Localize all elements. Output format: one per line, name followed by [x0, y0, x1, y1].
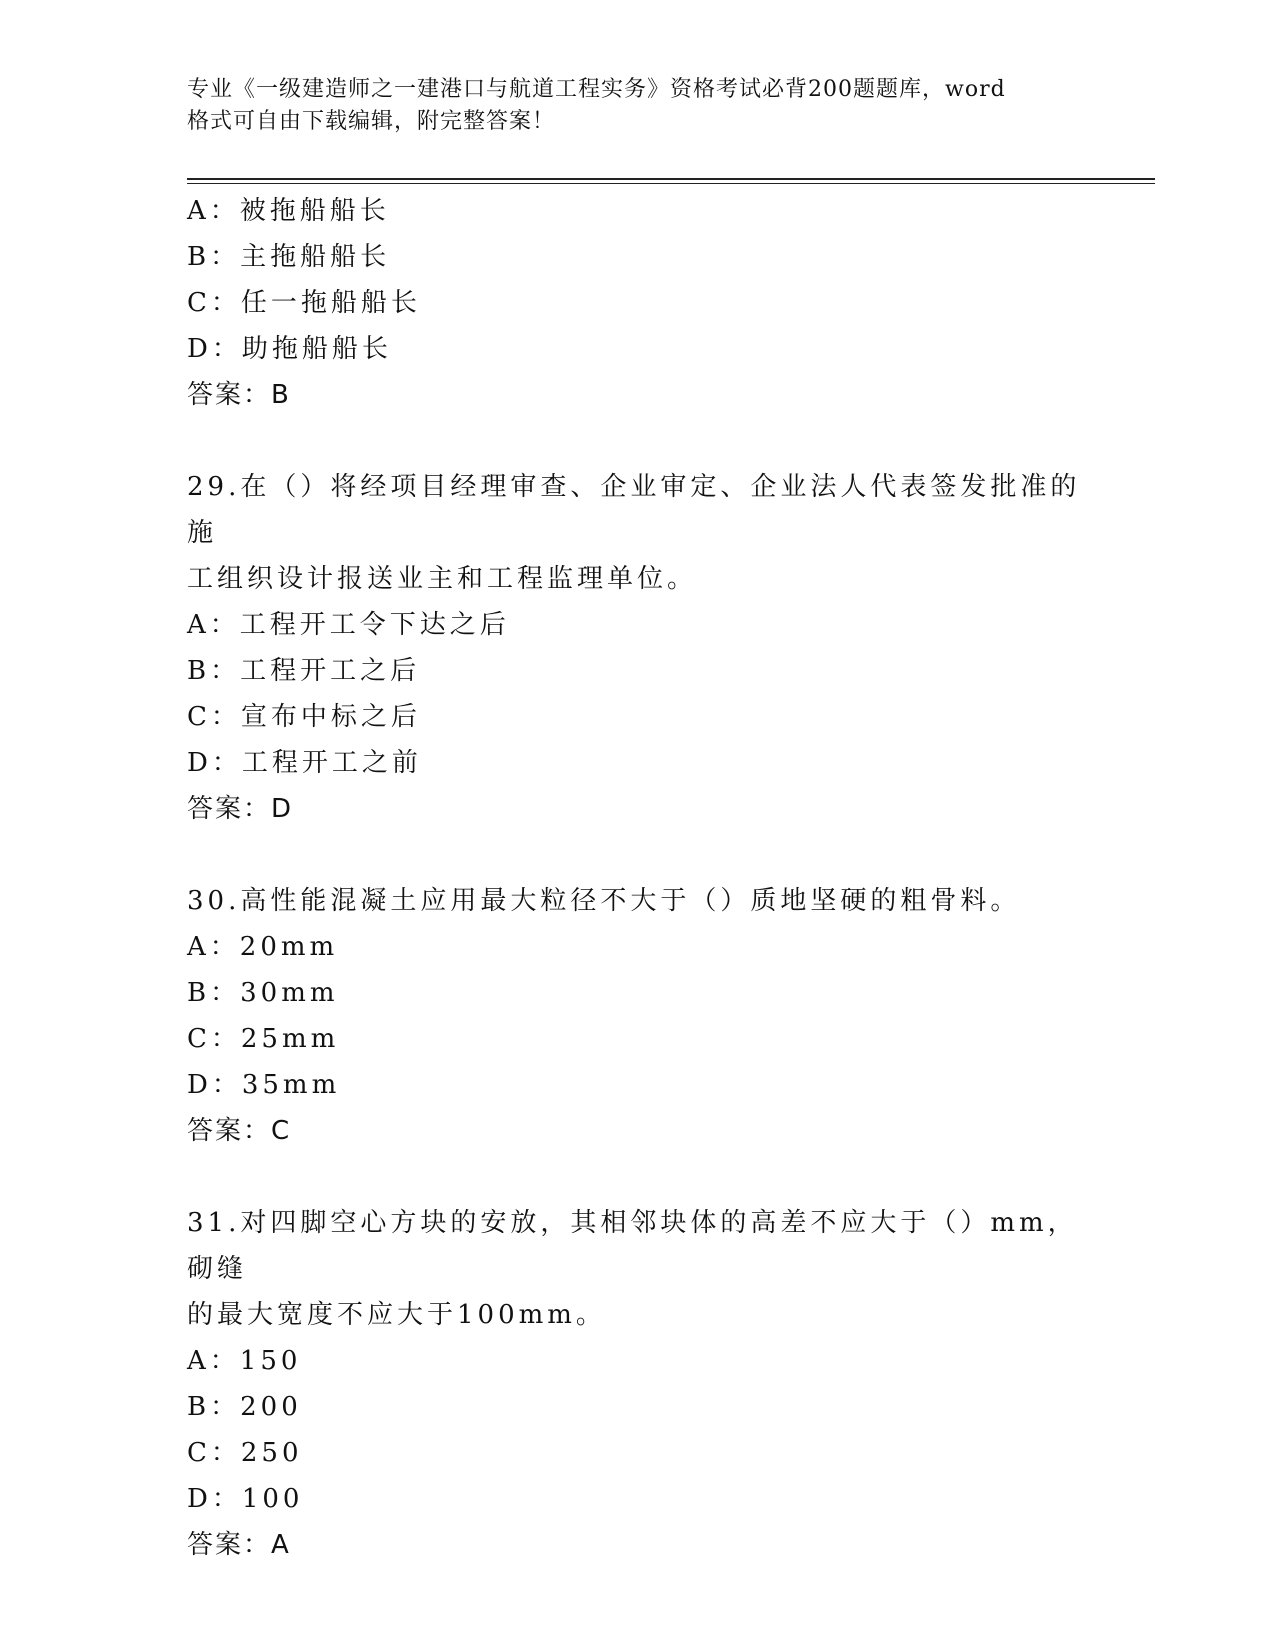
answer-option: D：工程开工之前 [187, 748, 422, 778]
question-stem-line: 31.对四脚空心方块的安放，其相邻块体的高差不应大于（）mm，砌缝 [187, 1208, 1078, 1284]
question-stem-line: 工组织设计报送业主和工程监理单位。 [187, 564, 698, 594]
answer-key: 答案：A [187, 1530, 291, 1560]
answer-option: B：30mm [187, 978, 339, 1008]
answer-option: D：100 [187, 1484, 304, 1514]
answer-key: 答案：B [187, 380, 291, 410]
question-stem-line: 30.高性能混凝土应用最大粒径不大于（）质地坚硬的粗骨料。 [187, 886, 1021, 916]
question-block [187, 188, 1087, 418]
answer-key: 答案：D [187, 794, 294, 824]
answer-option: A：20mm [187, 932, 339, 962]
question-block [187, 464, 1087, 832]
answer-option: C：任一拖船船长 [187, 288, 421, 318]
answer-option: B：200 [187, 1392, 302, 1422]
document-header [187, 74, 1067, 138]
answer-option: A：150 [187, 1346, 302, 1376]
answer-option: D：助拖船船长 [187, 334, 392, 364]
answer-option: A：被拖船船长 [187, 196, 390, 226]
answer-option: B：工程开工之后 [187, 656, 421, 686]
question-list [187, 188, 1087, 1568]
header-rule-thin [187, 183, 1155, 184]
answer-option: C：25mm [187, 1024, 340, 1054]
header-title-line-2: 格式可自由下载编辑，附完整答案！ [187, 109, 556, 134]
answer-option: A：工程开工令下达之后 [187, 610, 510, 640]
question-block [187, 1200, 1087, 1568]
answer-option: C：宣布中标之后 [187, 702, 421, 732]
header-rule-thick [187, 178, 1155, 180]
answer-option: C：250 [187, 1438, 303, 1468]
question-stem-line: 的最大宽度不应大于100mm。 [187, 1300, 606, 1330]
answer-option: B：主拖船船长 [187, 242, 391, 272]
answer-key: 答案：C [187, 1116, 292, 1146]
header-title-line-1: 专业《一级建造师之一建港口与航道工程实务》资格考试必背200题题库，word [187, 77, 1006, 102]
answer-option: D：35mm [187, 1070, 341, 1100]
question-block [187, 878, 1087, 1154]
question-stem-line: 29.在（）将经项目经理审查、企业审定、企业法人代表签发批准的施 [187, 472, 1081, 548]
